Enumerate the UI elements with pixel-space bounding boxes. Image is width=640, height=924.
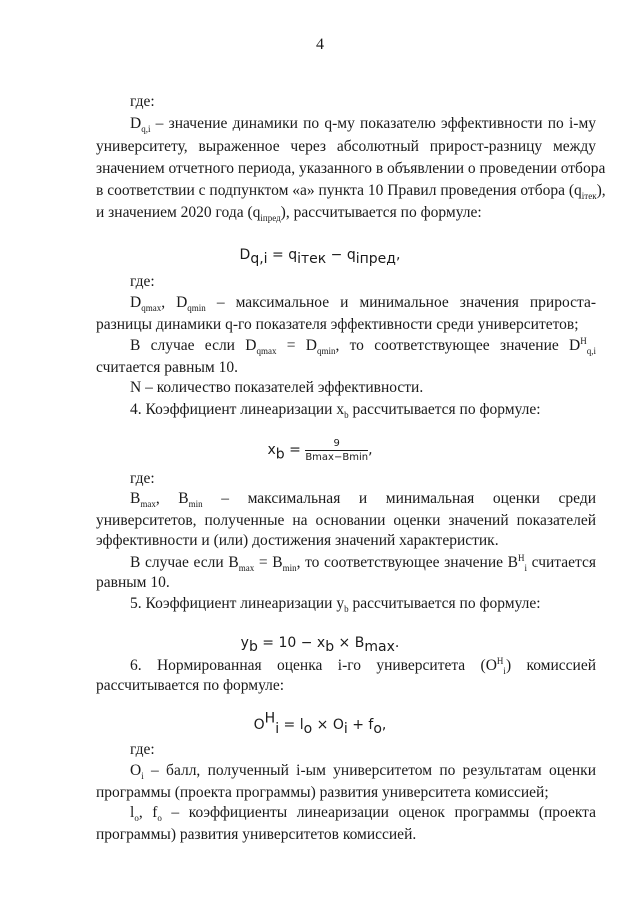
fraction-numerator: 9 [305, 438, 368, 451]
text: l [130, 804, 135, 821]
fraction [305, 438, 368, 463]
text: 4. Коэффициент линеаризации x [130, 401, 345, 418]
formula-oi [0, 710, 640, 738]
text: рассчитывается по формуле: [348, 401, 541, 418]
text: , [395, 247, 401, 263]
def-lo-line2: программы) развития университетов комиссией. [96, 826, 417, 843]
text: O [253, 717, 265, 733]
text: , f [138, 804, 158, 821]
text: считается [527, 554, 596, 571]
text: В случае если B [130, 554, 239, 571]
text: ), рассчитывается по формуле: [280, 204, 482, 221]
item-4-heading [130, 400, 541, 420]
def-bmax-line3: эффективности и (или) достижения значений характеристик. [96, 532, 499, 549]
subscript: i [343, 721, 348, 738]
text: D [130, 115, 142, 132]
def-dqi-line4 [96, 181, 606, 202]
text: – максимальная и минимальная оценки среди [202, 490, 597, 507]
text: × B [334, 635, 365, 651]
def-lo-line1 [130, 803, 596, 823]
superscript: H [264, 710, 276, 727]
subscript: o [373, 721, 382, 738]
text: , B [155, 490, 189, 507]
text: ) комиссией [505, 657, 596, 674]
def-bmax-line1 [130, 489, 596, 509]
superscript: H [580, 335, 587, 346]
subscript: i [524, 563, 527, 574]
text: = D [276, 337, 317, 354]
text: = l [279, 717, 304, 733]
subscript: o [134, 813, 139, 824]
def-dmax-line2: разницы динамики q-го показателя эффективности среди университетов; [96, 316, 579, 333]
superscript: H [496, 655, 504, 666]
text: 6. Нормированная оценка i-го университета (O [130, 657, 497, 674]
text: – максимальное и минимальное значения прироста- [205, 294, 596, 311]
superscript: H [517, 552, 525, 563]
text: D [245, 337, 257, 354]
text: , D [161, 294, 188, 311]
subscript: b [325, 639, 335, 656]
subscript: i [141, 771, 144, 782]
text: − q [326, 247, 356, 263]
text: – балл, полученный i-ым университетом по результатам оценки [143, 762, 596, 779]
text: . [394, 635, 400, 651]
def-n: N – количество показателей эффективности. [130, 379, 424, 396]
text: и значением 2020 года (q [96, 204, 261, 221]
where-label: где: [130, 273, 155, 290]
text: = [284, 442, 306, 459]
formula-yb [0, 634, 640, 656]
def-oi-line2: программы (проекта программы) развития университета комиссией; [96, 784, 549, 801]
text: = q [267, 247, 298, 263]
text: = 10 − x [257, 635, 326, 651]
def-dqi-line5 [96, 203, 482, 223]
item-5-heading [130, 594, 541, 614]
subscript: o [303, 721, 313, 738]
fraction-denominator: Bmax−Bmin [305, 452, 369, 463]
subscript: qmin [316, 346, 336, 357]
subscript: iтек [297, 251, 327, 268]
subscript: qmin [187, 303, 206, 314]
where-label: где: [130, 470, 155, 487]
page-number: 4 [316, 36, 324, 53]
text: , то соответствующее значение D [335, 337, 581, 354]
subscript: i [275, 721, 280, 738]
case-dmax-line2: считается равным 10. [96, 359, 238, 376]
where-label: где: [130, 741, 155, 758]
subscript: qmax [256, 346, 277, 357]
text: в соответствии с подпунктом «а» пункта 10 Правил проведения отбора (q [96, 182, 582, 199]
text: O [130, 762, 142, 779]
subscript: qmax [141, 303, 162, 314]
subscript: b [344, 604, 349, 615]
subscript: iтек [581, 191, 597, 202]
text: x [267, 442, 276, 459]
case-bmax-line2: равным 10. [96, 574, 170, 591]
def-oi-line1 [130, 761, 596, 781]
subscript: b [248, 639, 258, 656]
def-dqi-line2: университету, выраженное через абсолютный прирост-разницу между [96, 138, 596, 155]
subscript: max [364, 639, 395, 656]
text: – коэффициенты линеаризации оценок программы (проекта [161, 804, 597, 821]
text: y [240, 635, 249, 651]
def-dqi-line3: значением отчетного периода, указанного в объявлении о проведении отбора [96, 160, 606, 177]
text: × O [312, 717, 344, 733]
text: рассчитывается по формуле: [348, 595, 541, 612]
case-dmax-line1 [130, 336, 596, 356]
def-dqi-line1 [130, 114, 596, 134]
subscript: min [282, 563, 297, 574]
formula-xb [0, 438, 640, 463]
text: , [381, 717, 387, 733]
text: , [368, 442, 373, 459]
def-dmax-line1 [130, 293, 596, 313]
text: В случае если [130, 337, 246, 354]
subscript: max [238, 563, 255, 574]
subscript: max [140, 499, 156, 510]
text: – значение динамики по q-му показателю эффективности по i-му [150, 115, 596, 132]
text: , то соответствующее значение B [296, 554, 518, 571]
subscript: q,i [586, 346, 596, 357]
text: + f [347, 717, 374, 733]
subscript: i [503, 666, 506, 677]
text: 5. Коэффициент линеаризации y [130, 595, 345, 612]
subscript: min [188, 499, 203, 510]
subscript: b [344, 410, 349, 421]
text: D [239, 247, 251, 263]
subscript: o [157, 813, 162, 824]
item-6-line2: рассчитывается по формуле: [96, 677, 285, 694]
item-6-line1 [130, 656, 596, 676]
text: D [130, 294, 142, 311]
subscript: iпред [355, 251, 396, 268]
subscript: q,i [141, 124, 151, 135]
subscript: q,i [250, 251, 268, 268]
subscript: b [275, 446, 285, 463]
formula-dqi [0, 246, 640, 268]
subscript: iпред [260, 213, 281, 224]
def-bmax-line2: университетов, полученные на основании оценки значений показателей [96, 512, 596, 529]
text: = B [254, 554, 283, 571]
case-bmax-line1 [130, 553, 596, 573]
text: B [130, 490, 141, 507]
text: ), [596, 182, 606, 199]
where-label: где: [130, 93, 155, 110]
